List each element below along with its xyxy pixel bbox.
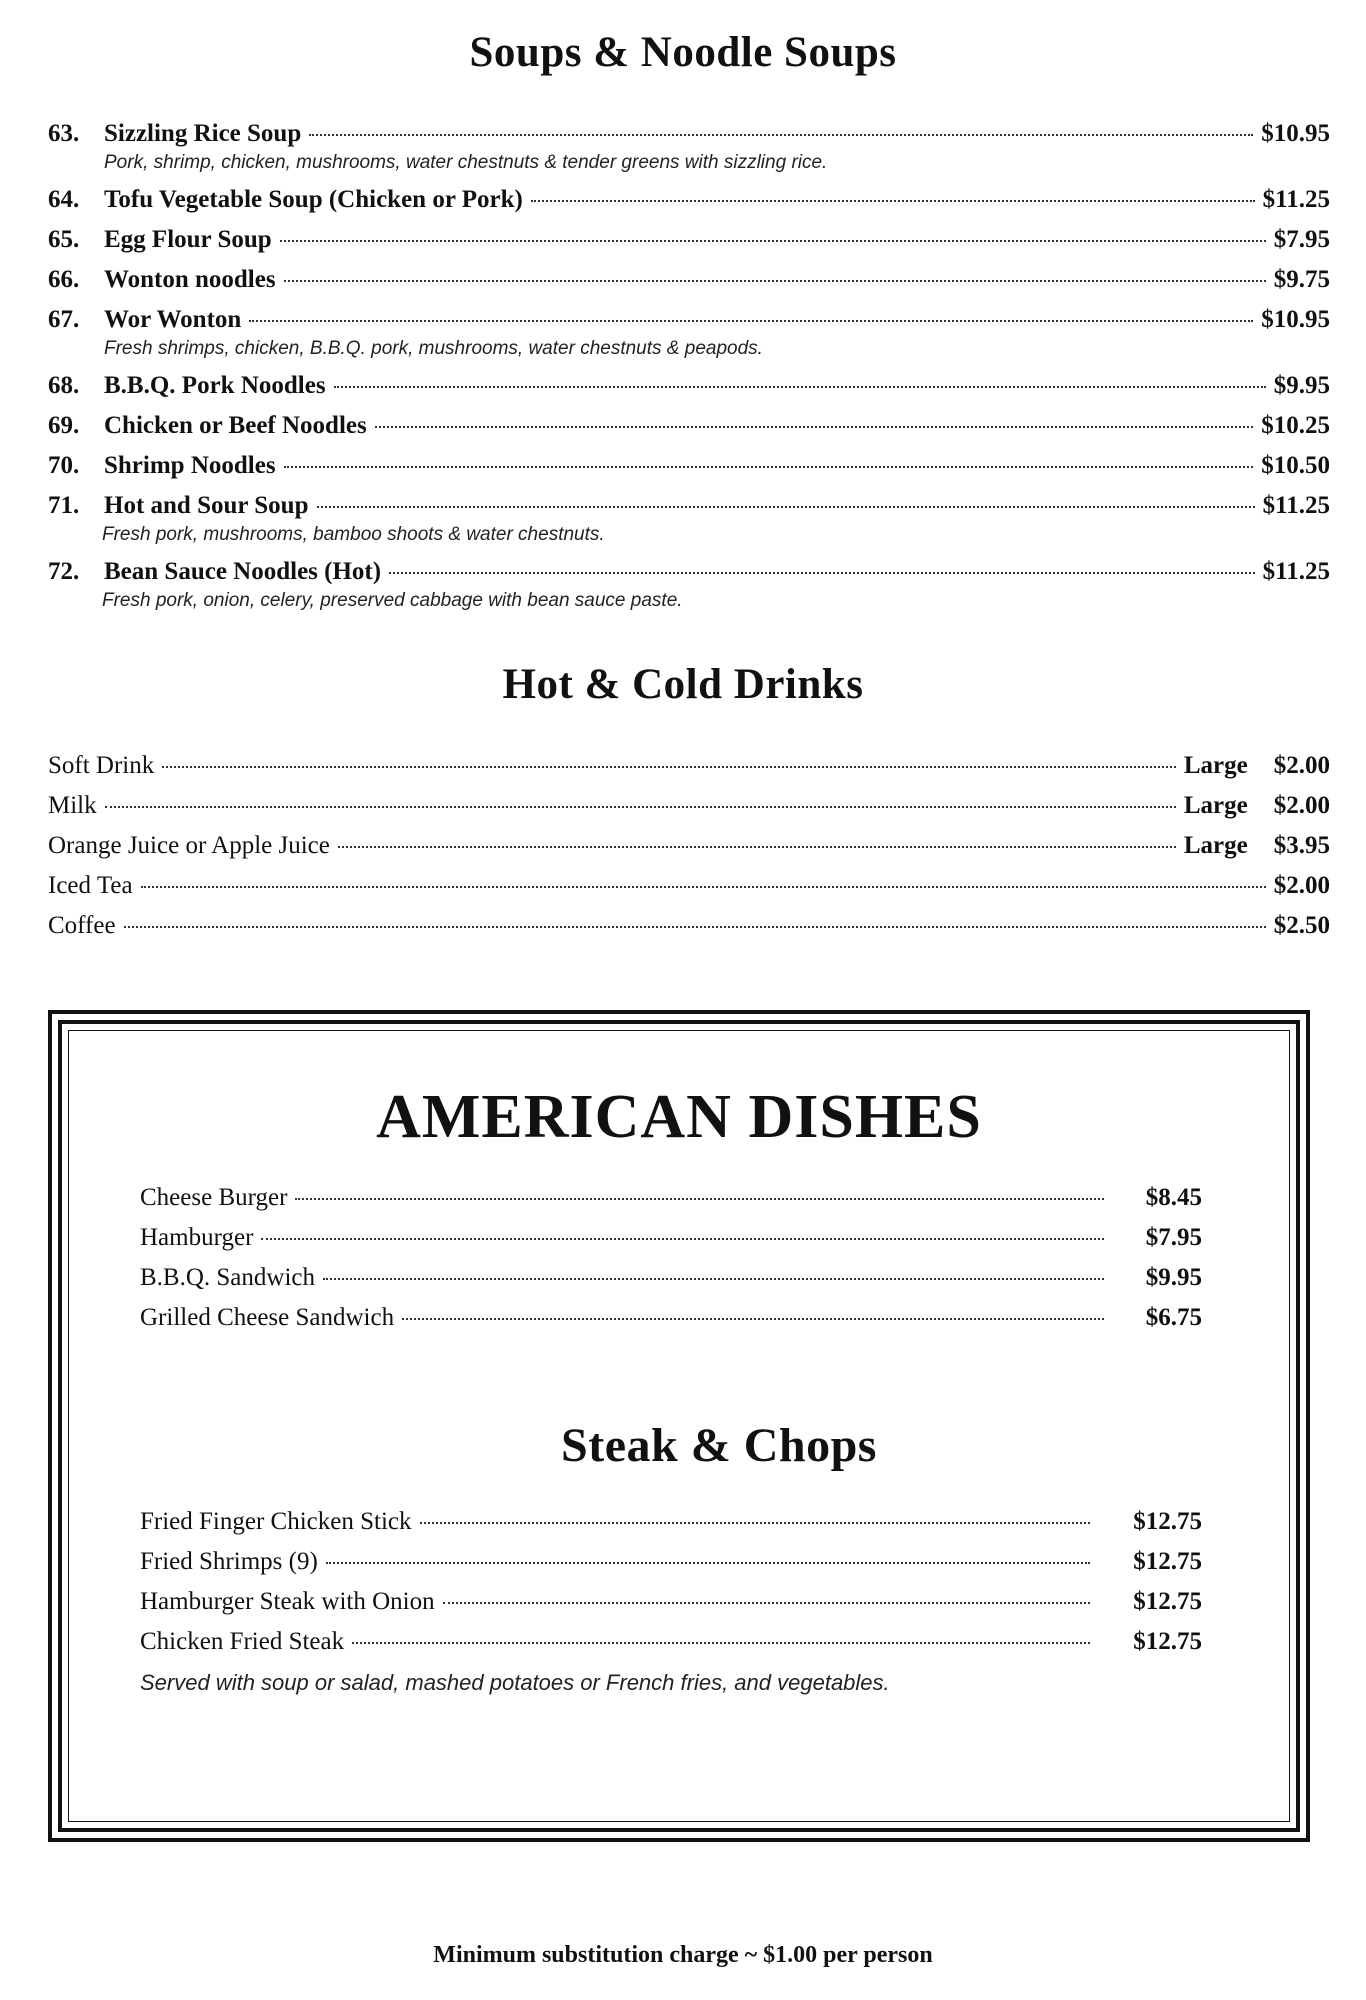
dot-leader bbox=[295, 1198, 1104, 1200]
dot-leader bbox=[323, 1278, 1104, 1280]
menu-item bbox=[48, 872, 1330, 900]
item-price: $7.95 bbox=[1273, 226, 1330, 253]
dot-leader bbox=[284, 466, 1254, 468]
item-price: $2.00 bbox=[1273, 872, 1330, 899]
item-number: 72. bbox=[48, 558, 80, 585]
item-size: Large bbox=[1183, 752, 1248, 779]
dot-leader bbox=[389, 572, 1255, 574]
item-name: Fried Shrimps (9) bbox=[140, 1548, 318, 1575]
item-number: 66. bbox=[48, 266, 80, 293]
dot-leader bbox=[402, 1318, 1104, 1320]
item-price: $8.45 bbox=[1145, 1184, 1202, 1211]
steak-note: Served with soup or salad, mashed potatoes or French fries, and vegetables. bbox=[140, 1670, 890, 1695]
menu-item bbox=[48, 226, 1330, 254]
dot-leader bbox=[284, 280, 1266, 282]
item-name: Coffee bbox=[48, 912, 116, 939]
dot-leader bbox=[124, 926, 1266, 928]
item-number: 69. bbox=[48, 412, 80, 439]
item-price: $9.95 bbox=[1145, 1264, 1202, 1291]
menu-item bbox=[140, 1224, 1202, 1252]
dot-leader bbox=[317, 506, 1255, 508]
menu-item bbox=[48, 792, 1330, 820]
menu-item bbox=[140, 1184, 1202, 1212]
item-description: Fresh pork, mushrooms, bamboo shoots & water chestnuts. bbox=[102, 524, 605, 545]
menu-item bbox=[48, 558, 1330, 586]
item-name: Soft Drink bbox=[48, 752, 155, 779]
item-price: $10.25 bbox=[1261, 412, 1330, 439]
item-name: Tofu Vegetable Soup (Chicken or Pork) bbox=[104, 186, 523, 213]
item-price: $12.75 bbox=[1133, 1628, 1202, 1655]
item-price: $10.95 bbox=[1261, 306, 1330, 333]
menu-item bbox=[140, 1588, 1202, 1616]
item-name: Chicken or Beef Noodles bbox=[104, 412, 367, 439]
item-number: 64. bbox=[48, 186, 80, 213]
dot-leader bbox=[309, 134, 1253, 136]
dot-leader bbox=[105, 806, 1176, 808]
item-price: $3.95 bbox=[1273, 832, 1330, 859]
menu-item bbox=[48, 832, 1330, 860]
item-price: $9.75 bbox=[1273, 266, 1330, 293]
drinks-title: Hot & Cold Drinks bbox=[502, 661, 864, 708]
menu-item bbox=[140, 1264, 1202, 1292]
item-name: Sizzling Rice Soup bbox=[104, 120, 302, 147]
item-price: $11.25 bbox=[1262, 558, 1330, 585]
menu-item bbox=[140, 1628, 1202, 1656]
item-name: Fried Finger Chicken Stick bbox=[140, 1508, 412, 1535]
item-price: $7.95 bbox=[1145, 1224, 1202, 1251]
dot-leader bbox=[141, 886, 1266, 888]
item-name: Hot and Sour Soup bbox=[104, 492, 309, 519]
menu-item bbox=[48, 752, 1330, 780]
item-price: $12.75 bbox=[1133, 1548, 1202, 1575]
dot-leader bbox=[338, 846, 1176, 848]
item-price: $2.00 bbox=[1273, 792, 1330, 819]
soups-title: Soups & Noodle Soups bbox=[469, 29, 897, 76]
item-price: $11.25 bbox=[1262, 492, 1330, 519]
item-number: 70. bbox=[48, 452, 80, 479]
item-price: $10.50 bbox=[1261, 452, 1330, 479]
menu-item bbox=[140, 1508, 1202, 1536]
menu-item bbox=[48, 372, 1330, 400]
menu-item bbox=[48, 266, 1330, 294]
item-number: 68. bbox=[48, 372, 80, 399]
item-name: Milk bbox=[48, 792, 97, 819]
item-number: 65. bbox=[48, 226, 80, 253]
item-name: Hamburger bbox=[140, 1224, 254, 1251]
dot-leader bbox=[443, 1602, 1090, 1604]
item-name: Chicken Fried Steak bbox=[140, 1628, 345, 1655]
menu-item bbox=[48, 412, 1330, 440]
item-size: Large bbox=[1183, 832, 1248, 859]
dot-leader bbox=[531, 200, 1255, 202]
item-name: B.B.Q. Sandwich bbox=[140, 1264, 315, 1291]
dot-leader bbox=[261, 1238, 1104, 1240]
item-price: $11.25 bbox=[1262, 186, 1330, 213]
item-size: Large bbox=[1183, 792, 1248, 819]
dot-leader bbox=[280, 240, 1266, 242]
item-number: 63. bbox=[48, 120, 80, 147]
item-description: Fresh shrimps, chicken, B.B.Q. pork, mushrooms, water chestnuts & peapods. bbox=[104, 338, 763, 359]
steak-title: Steak & Chops bbox=[561, 1419, 877, 1472]
item-description: Fresh pork, onion, celery, preserved cabbage with bean sauce paste. bbox=[102, 590, 683, 611]
menu-item bbox=[48, 492, 1330, 520]
menu-item bbox=[48, 306, 1330, 334]
american-title: AMERICAN DISHES bbox=[376, 1083, 982, 1151]
item-name: Wonton noodles bbox=[104, 266, 276, 293]
item-name: Shrimp Noodles bbox=[104, 452, 276, 479]
menu-item bbox=[48, 452, 1330, 480]
item-price: $9.95 bbox=[1273, 372, 1330, 399]
dot-leader bbox=[420, 1522, 1091, 1524]
item-name: Iced Tea bbox=[48, 872, 133, 899]
item-name: B.B.Q. Pork Noodles bbox=[104, 372, 326, 399]
item-price: $2.00 bbox=[1273, 752, 1330, 779]
item-price: $10.95 bbox=[1261, 120, 1330, 147]
menu-item bbox=[140, 1548, 1202, 1576]
footer-note: Minimum substitution charge ~ $1.00 per person bbox=[433, 1942, 933, 1968]
item-name: Egg Flour Soup bbox=[104, 226, 272, 253]
item-price: $12.75 bbox=[1133, 1588, 1202, 1615]
item-price: $6.75 bbox=[1145, 1304, 1202, 1331]
item-price: $12.75 bbox=[1133, 1508, 1202, 1535]
item-price: $2.50 bbox=[1273, 912, 1330, 939]
item-number: 71. bbox=[48, 492, 80, 519]
item-name: Wor Wonton bbox=[104, 306, 242, 333]
item-name: Bean Sauce Noodles (Hot) bbox=[104, 558, 382, 585]
dot-leader bbox=[334, 386, 1266, 388]
dot-leader bbox=[162, 766, 1176, 768]
item-name: Hamburger Steak with Onion bbox=[140, 1588, 435, 1615]
menu-item bbox=[48, 186, 1330, 214]
item-name: Orange Juice or Apple Juice bbox=[48, 832, 330, 859]
dot-leader bbox=[352, 1642, 1090, 1644]
dot-leader bbox=[326, 1562, 1090, 1564]
dot-leader bbox=[375, 426, 1254, 428]
item-description: Pork, shrimp, chicken, mushrooms, water chestnuts & tender greens with sizzling rice. bbox=[104, 152, 828, 173]
item-name: Grilled Cheese Sandwich bbox=[140, 1304, 395, 1331]
menu-item bbox=[48, 912, 1330, 940]
dot-leader bbox=[249, 320, 1253, 322]
menu-item bbox=[140, 1304, 1202, 1332]
menu-item bbox=[48, 120, 1330, 148]
item-name: Cheese Burger bbox=[140, 1184, 288, 1211]
item-number: 67. bbox=[48, 306, 80, 333]
